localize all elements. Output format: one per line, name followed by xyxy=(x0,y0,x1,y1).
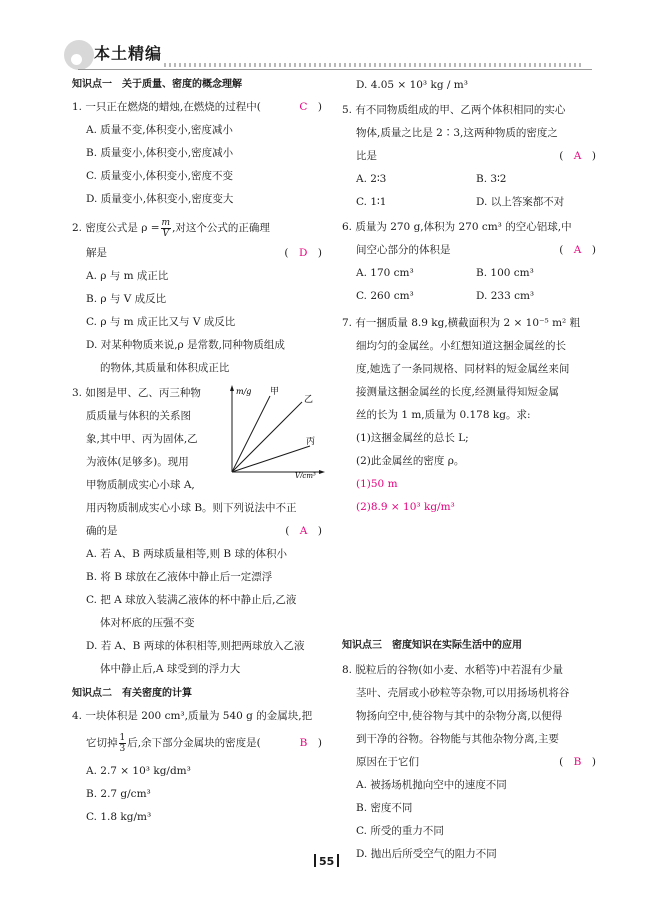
q8-option: D. 抛出后所受空气的阻力不同 xyxy=(356,848,497,860)
q4-stem2-a: 它切掉 xyxy=(86,737,118,749)
label-jia: 甲 xyxy=(270,387,280,397)
q3-answer: A xyxy=(299,525,308,537)
x-axis-label: V/cm³ xyxy=(295,472,316,478)
y-axis-label: m/g xyxy=(236,387,252,396)
q1-option: C. 质量变小,体积变小,密度不变 xyxy=(86,170,234,182)
label-bing: 丙 xyxy=(306,437,316,447)
label-yi: 乙 xyxy=(304,395,314,405)
q4-option-d: D. 4.05 × 10³ kg / m³ xyxy=(356,79,468,91)
q2-option: C. ρ 与 m 成正比又与 V 成反比 xyxy=(86,316,236,328)
q4-option: A. 2.7 × 10³ kg/dm³ xyxy=(86,765,191,777)
q3-line: 为液体(足够多)。现用 xyxy=(86,456,189,468)
q4-stem2-b: 后,余下部分金属块的密度是( xyxy=(127,737,261,749)
q5-option: A. 2∶3 xyxy=(356,173,387,185)
q8-line: 到干净的谷物。谷物能与其他杂物分离,主要 xyxy=(356,733,559,745)
q1-stem: 1. 一只正在燃烧的蜡烛,在燃烧的过程中( xyxy=(72,101,261,113)
question-3: m/g 甲 乙 丙 V/cm³ 3. 如图是甲、乙、丙三种物 质质量与体积的关系图 象,其中甲、丙为固体,乙 为液体(足够多)。现用 甲物质制成实心小球 A, 用丙物质制成实心小球 B。则下列说法中不正 确的是 ( A ) A. 若 A、B 两球质量相等,则 B 球的体积小 B. 将 B 球放在乙液体中静止后一定漂浮 C. 把 A 球放入装满乙液体的杯中静止后,乙液 体对杯底的压强不变 D. 若 A、B 两球的体积相等,则把两球放入乙液 体中静止后,A 球受到的浮力大 xyxy=(72,382,322,681)
q8-answer: B xyxy=(573,756,582,768)
y-axis-arrow-icon xyxy=(230,385,234,391)
q8-line: 茎叶、壳屑或小砂粒等杂物,可以用扬场机将谷 xyxy=(356,687,570,699)
question-5: 5. 有不同物质组成的甲、乙两个体积相同的实心 物体,质量之比是 2∶3,这两种物质的密度之 比是 ( A ) A. 2∶3 B. 3∶2 C. 1∶1 D. 以上答案都不对 xyxy=(342,99,596,214)
q3-line: 3. 如图是甲、乙、丙三种物 xyxy=(72,387,201,399)
q3-line: 甲物质制成实心小球 A, xyxy=(86,479,195,491)
q2-option: B. ρ 与 V 成反比 xyxy=(86,293,167,305)
line-yi xyxy=(232,402,302,472)
q1-answer: C xyxy=(299,101,308,113)
q7-line: (2)此金属丝的密度 ρ。 xyxy=(356,455,465,467)
q2-stem-b: ,对这个公式的正确理 xyxy=(172,222,270,234)
section-title-2: 知识点二 有关密度的计算 xyxy=(72,688,192,699)
header-title: 本土精编 xyxy=(94,44,163,63)
q7-line: 度,她选了一条同规格、同材料的短金属丝来间 xyxy=(356,363,570,375)
q6-option: C. 260 cm³ xyxy=(356,290,414,302)
question-8: 8. 脱粒后的谷物(如小麦、水稻等)中若混有少量 茎叶、壳屑或小砂粒等杂物,可以用扬场机将谷 物扬向空中,使谷物与其中的杂物分离,以便得 到干净的谷物。谷物能与其他杂物分离,主要 原因在于它们 ( B ) A. 被扬场机抛向空中的速度不同 B. 密度不同 C. 所受的重力不同 D. 抛出后所受空气的阻力不同 xyxy=(342,659,596,866)
right-column xyxy=(342,74,596,866)
q4-fraction: $\frac{1}{3}$ xyxy=(119,732,126,754)
q3-line: 质质量与体积的关系图 xyxy=(86,410,191,422)
q8-option: B. 密度不同 xyxy=(356,802,413,814)
q8-line: 8. 脱粒后的谷物(如小麦、水稻等)中若混有少量 xyxy=(342,664,564,676)
q1-option: B. 质量变小,体积变小,密度减小 xyxy=(86,147,234,159)
q1-option: D. 质量变小,体积变小,密度变大 xyxy=(86,193,234,205)
q6-line: 6. 质量为 270 g,体积为 270 cm³ 的空心铝球,中 xyxy=(342,221,572,233)
page-header xyxy=(64,38,592,70)
q6-option: D. 233 cm³ xyxy=(476,290,535,302)
question-6: 6. 质量为 270 g,体积为 270 cm³ 的空心铝球,中 间空心部分的体积是 ( A ) A. 170 cm³ B. 100 cm³ C. 260 cm³ D. 233 cm³ xyxy=(342,216,596,308)
q8-line: 原因在于它们 xyxy=(356,756,419,768)
q3-line: 用丙物质制成实心小球 B。则下列说法中不正 xyxy=(86,502,297,514)
q5-line: 5. 有不同物质组成的甲、乙两个体积相同的实心 xyxy=(342,104,566,116)
q7-answer-2: (2)8.9 × 10³ kg/m³ xyxy=(356,501,455,513)
header-rule xyxy=(78,69,592,70)
q2-option: 的物体,其质量和体积成正比 xyxy=(100,362,230,374)
question-4: 4. 一块体积是 200 cm³,质量为 540 g 的金属块,把 它切掉 $\frac{1}{3}$ 后,余下部分金属块的密度是( B ) A. 2.7 × 10³ kg/dm³ B. 2.7 g/cm³ C. 1.8 kg/m³ xyxy=(72,705,322,829)
section-title-1: 知识点一 关于质量、密度的概念理解 xyxy=(72,79,242,90)
q5-line: 比是 xyxy=(356,150,377,162)
q7-line: 接测量这捆金属丝的长度,经测量得知短金属 xyxy=(356,386,559,398)
q4-answer: B xyxy=(299,737,308,749)
section-title-3: 知识点三 密度知识在实际生活中的应用 xyxy=(342,640,522,651)
q3-option: B. 将 B 球放在乙液体中静止后一定漂浮 xyxy=(86,571,273,583)
q3-option: C. 把 A 球放入装满乙液体的杯中静止后,乙液 xyxy=(86,594,297,606)
q5-option: B. 3∶2 xyxy=(476,173,507,185)
q7-line: (1)这捆金属丝的总长 L; xyxy=(356,432,469,444)
q2-option: D. 对某种物质来说,ρ 是常数,同种物质组成 xyxy=(86,339,285,351)
left-column xyxy=(72,74,322,829)
line-jia xyxy=(232,396,270,472)
q7-line: 丝的长为 1 m,质量为 0.178 kg。求: xyxy=(356,409,531,421)
q5-option: D. 以上答案都不对 xyxy=(476,196,565,208)
q5-answer: A xyxy=(573,150,582,162)
q8-option: A. 被扬场机抛向空中的速度不同 xyxy=(356,779,507,791)
q2-answer: D xyxy=(298,247,308,259)
q7-answer-1: (1)50 m xyxy=(356,478,398,490)
q3-line: 象,其中甲、丙为固体,乙 xyxy=(86,433,198,445)
q8-line: 物扬向空中,使谷物与其中的杂物分离,以便得 xyxy=(356,710,563,722)
q3-line: 确的是 xyxy=(86,525,118,537)
logo-icon xyxy=(64,40,94,70)
q3-option: A. 若 A、B 两球质量相等,则 B 球的体积小 xyxy=(86,548,287,560)
q2-fraction: $\frac{m}{V}$ xyxy=(161,217,171,239)
q5-line: 物体,质量之比是 2∶3,这两种物质的密度之 xyxy=(356,127,558,139)
q2-stem-c: 解是 xyxy=(86,247,107,259)
q8-option: C. 所受的重力不同 xyxy=(356,825,444,837)
q4-option: B. 2.7 g/cm³ xyxy=(86,788,151,800)
question-7 xyxy=(342,312,596,519)
page-number: 55 xyxy=(311,850,342,873)
q6-option: A. 170 cm³ xyxy=(356,267,414,279)
header-dots xyxy=(164,63,584,67)
q3-option: 体中静止后,A 球受到的浮力大 xyxy=(100,663,241,675)
q7-line: 7. 有一捆质量 8.9 kg,横截面积为 2 × 10⁻⁵ m² 粗 xyxy=(342,317,581,329)
line-bing xyxy=(232,446,310,472)
q5-option: C. 1∶1 xyxy=(356,196,387,208)
q4-stem: 4. 一块体积是 200 cm³,质量为 540 g 的金属块,把 xyxy=(72,710,313,722)
q4-option: C. 1.8 kg/m³ xyxy=(86,811,152,823)
q1-option: A. 质量不变,体积变小,密度减小 xyxy=(86,124,233,136)
q7-line: 细均匀的金属丝。小红想知道这捆金属丝的长 xyxy=(356,340,566,352)
question-2: 2. 密度公式是 ρ = $\frac{m}{V}$ ,对这个公式的正确理 解是 ( D ) A. ρ 与 m 成正比 B. ρ 与 V 成反比 C. ρ 与 m 成正比又与 V 成反比 D. 对某种物质来说,ρ 是常数,同种物质组成 的物体,其质量和体积成正比 xyxy=(72,214,322,380)
q2-option: A. ρ 与 m 成正比 xyxy=(86,270,169,282)
q2-stem-a: 2. 密度公式是 ρ = xyxy=(72,222,160,234)
x-axis-arrow-icon xyxy=(319,470,325,474)
q3-option: 体对杯底的压强不变 xyxy=(100,617,195,629)
q3-option: D. 若 A、B 两球的体积相等,则把两球放入乙液 xyxy=(86,640,305,652)
q6-option: B. 100 cm³ xyxy=(476,267,534,279)
mass-volume-chart xyxy=(222,382,326,478)
q6-line: 间空心部分的体积是 xyxy=(356,244,451,256)
question-1: 1. 一只正在燃烧的蜡烛,在燃烧的过程中( C ) A. 质量不变,体积变小,密度减小 B. 质量变小,体积变小,密度减小 C. 质量变小,体积变小,密度不变 D. 质量变小,体积变小,密度变大 xyxy=(72,96,322,211)
q6-answer: A xyxy=(573,244,582,256)
